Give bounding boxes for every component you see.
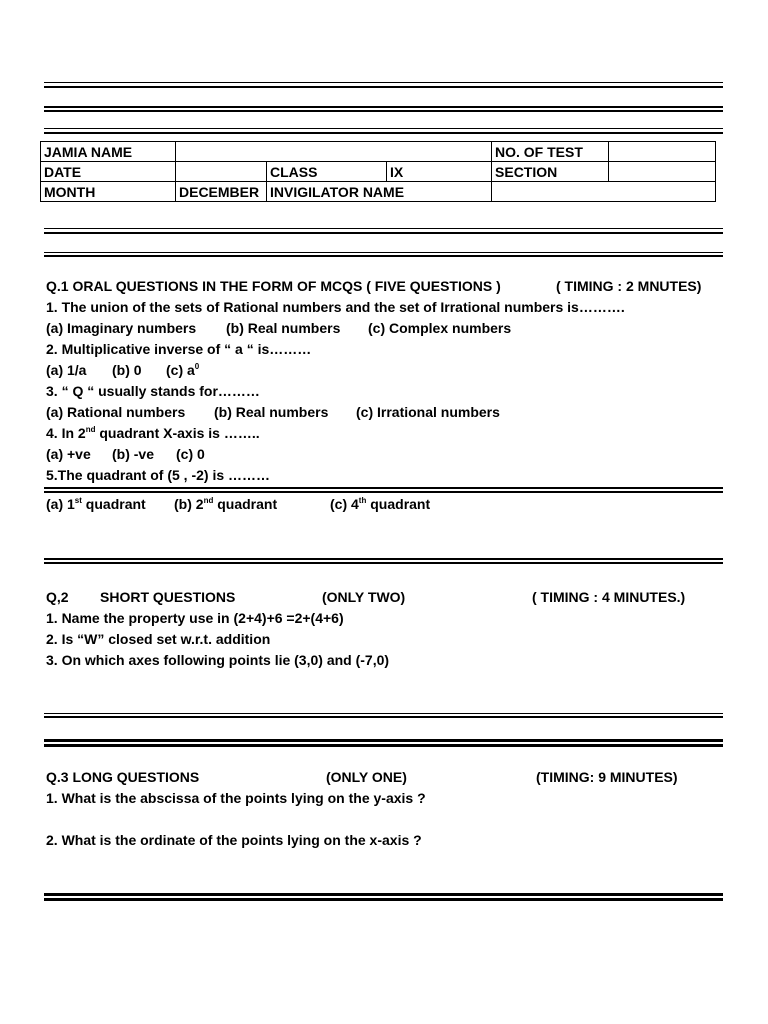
q1-q5-option-a-ordinal: st (74, 496, 82, 505)
q2-question-3: 3. On which axes following points lie (3,0) and (-7,0) (46, 652, 390, 668)
q1-q3-option-b: (b) Real numbers (214, 404, 329, 420)
q1-heading: Q.1 ORAL QUESTIONS IN THE FORM OF MCQS ( FIVE QUESTIONS ) (46, 278, 501, 294)
q1-q1-option-c: (c) Complex numbers (368, 320, 512, 336)
q1-question-3: 3. “ Q “ usually stands for……… (46, 383, 260, 399)
section-label: SECTION (492, 162, 609, 182)
double-rule-10 (44, 893, 723, 901)
section-field (609, 162, 716, 182)
table-row (41, 182, 716, 202)
q1-q5-option-b-text: (b) 2 (174, 496, 204, 512)
q1-q1-option-a: (a) Imaginary numbers (46, 320, 197, 336)
q2-title: SHORT QUESTIONS (100, 589, 236, 605)
q1-timing: ( TIMING : 2 MNUTES) (556, 278, 702, 294)
q1-q5-option-c-ordinal: th (358, 496, 367, 505)
q1-q1-option-b: (b) Real numbers (226, 320, 341, 336)
q1-question-4 (46, 423, 260, 443)
q1-q5-option-b (174, 494, 277, 514)
q2-note: (ONLY TWO) (322, 589, 406, 605)
q1-q4-option-a: (a) +ve (46, 446, 91, 462)
q1-q2-option-b: (b) 0 (112, 362, 142, 378)
q3-question-1: 1. What is the abscissa of the points lying on the y-axis ? (46, 790, 426, 806)
double-rule-5 (44, 252, 723, 257)
q1-q4-option-c: (c) 0 (176, 446, 205, 462)
q1-q5-option-b-ordinal: nd (203, 496, 214, 505)
table-row (41, 142, 716, 162)
q1-q4-option-b: (b) -ve (112, 446, 154, 462)
double-rule-4 (44, 228, 723, 234)
q1-question-5: 5.The quadrant of (5 , -2) is ……… (46, 467, 271, 483)
q1-q2-option-c-exponent: 0 (194, 362, 200, 371)
double-rule-9 (44, 739, 723, 747)
q1-q5-option-c-text: (c) 4 (330, 496, 359, 512)
double-rule-8 (44, 713, 723, 718)
no-of-test-label: NO. OF TEST (492, 142, 609, 162)
double-rule-6 (44, 487, 723, 493)
q3-timing: (TIMING: 9 MINUTES) (536, 769, 678, 785)
q1-q5-option-a-text: (a) 1 (46, 496, 75, 512)
q2-question-2: 2. Is “W” closed set w.r.t. addition (46, 631, 271, 647)
q1-q5-option-a-word: quadrant (81, 496, 146, 512)
q1-q4-ordinal: nd (85, 425, 96, 434)
q1-question-2: 2. Multiplicative inverse of “ a “ is……… (46, 341, 312, 357)
class-field: IX (387, 162, 492, 182)
q1-q2-option-c-base: (c) a (166, 362, 195, 378)
q1-q4-text-start: 4. In 2 (46, 425, 86, 441)
jamia-name-label: JAMIA NAME (41, 142, 176, 162)
q1-question-1: 1. The union of the sets of Rational numbers and the set of Irrational numbers is………. (46, 299, 625, 315)
double-rule-3 (44, 128, 723, 134)
q2-number: Q,2 (46, 589, 69, 605)
class-label: CLASS (267, 162, 387, 182)
q1-q5-option-c (330, 494, 430, 514)
double-rule-1 (44, 82, 723, 88)
double-rule-2 (44, 106, 723, 112)
jamia-name-field (176, 142, 492, 162)
q1-q5-option-c-word: quadrant (366, 496, 431, 512)
double-rule-7 (44, 558, 723, 564)
invigilator-field (492, 182, 716, 202)
q1-q2-option-c (166, 360, 199, 380)
q1-q4-text-end: quadrant X-axis is …….. (95, 425, 260, 441)
no-of-test-field (609, 142, 716, 162)
date-field (176, 162, 267, 182)
exam-header-table (40, 141, 716, 202)
table-row (41, 162, 716, 182)
q1-q3-option-c: (c) Irrational numbers (356, 404, 500, 420)
month-field: DECEMBER (176, 182, 267, 202)
month-label: MONTH (41, 182, 176, 202)
q1-q5-option-a (46, 494, 146, 514)
invigilator-label: INVIGILATOR NAME (267, 182, 492, 202)
q2-question-1: 1. Name the property use in (2+4)+6 =2+(4+6) (46, 610, 344, 626)
q1-q5-option-b-word: quadrant (213, 496, 278, 512)
q3-title: Q.3 LONG QUESTIONS (46, 769, 200, 785)
q2-timing: ( TIMING : 4 MINUTES.) (532, 589, 686, 605)
q3-question-2: 2. What is the ordinate of the points lying on the x-axis ? (46, 832, 422, 848)
q1-q3-option-a: (a) Rational numbers (46, 404, 186, 420)
q3-note: (ONLY ONE) (326, 769, 407, 785)
q1-q2-option-a: (a) 1/a (46, 362, 87, 378)
date-label: DATE (41, 162, 176, 182)
